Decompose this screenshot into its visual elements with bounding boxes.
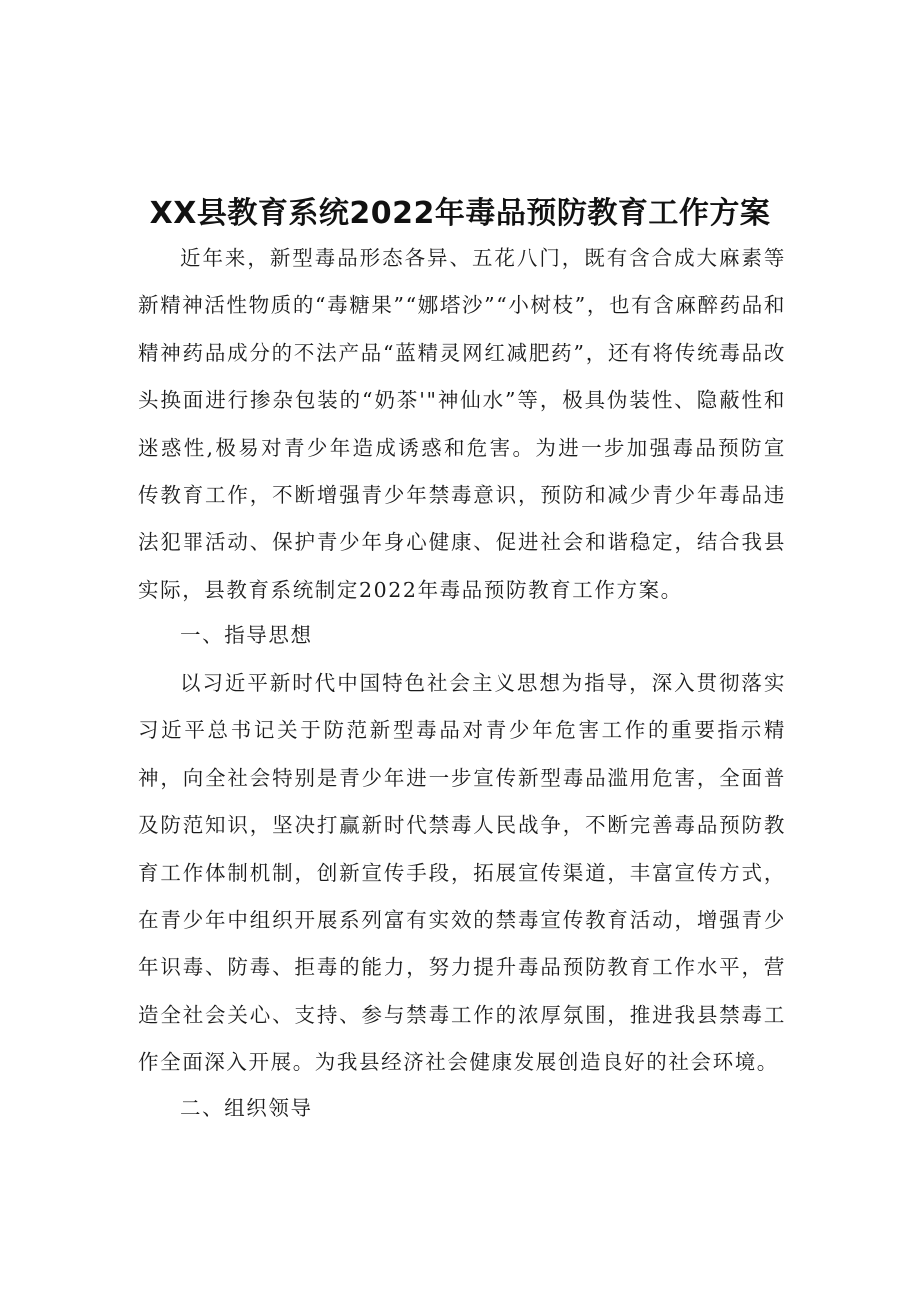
intro-paragraph: 近年来，新型毒品形态各异、五花八门，既有含合成大麻素等新精神活性物质的“毒糖果”“娜塔沙”“小树枝”，也有含麻醉药品和精神药品成分的不法产品“蓝精灵网红减肥药”，还有将传统毒品改头换面进行掺杂包装的“奶茶'"神仙水”等，极具伪装性、隐蔽性和迷惑性,极易对青少年造成诱惑和危害。为进一步加强毒品预防宣传教育工作，不断增强青少年禁毒意识，预防和减少青少年毒品违法犯罪活动、保护青少年身心健康、促进社会和谐稳定，结合我县实际，县教育系统制定2022年毒品预防教育工作方案。 <box>138 246 786 602</box>
section-heading-organization-leadership: 二、组织领导 <box>180 1096 313 1120</box>
section-heading-guiding-ideology: 一、指导思想 <box>180 623 313 647</box>
document-title: XX县教育系统2022年毒品预防教育工作方案 <box>149 196 771 232</box>
guiding-ideology-paragraph: 以习近平新时代中国特色社会主义思想为指导，深入贯彻落实习近平总书记关于防范新型毒品对青少年危害工作的重要指示精神，向全社会特别是青少年进一步宣传新型毒品滥用危害，全面普及防范知识，坚决打赢新时代禁毒人民战争，不断完善毒品预防教育工作体制机制，创新宣传手段，拓展宣传渠道，丰富宣传方式，在青少年中组织开展系列富有实效的禁毒宣传教育活动，增强青少年识毒、防毒、拒毒的能力，努力提升毒品预防教育工作水平，营造全社会关心、支持、参与禁毒工作的浓厚氛围，推进我县禁毒工作全面深入开展。为我县经济社会健康发展创造良好的社会环境。 <box>138 671 786 1075</box>
